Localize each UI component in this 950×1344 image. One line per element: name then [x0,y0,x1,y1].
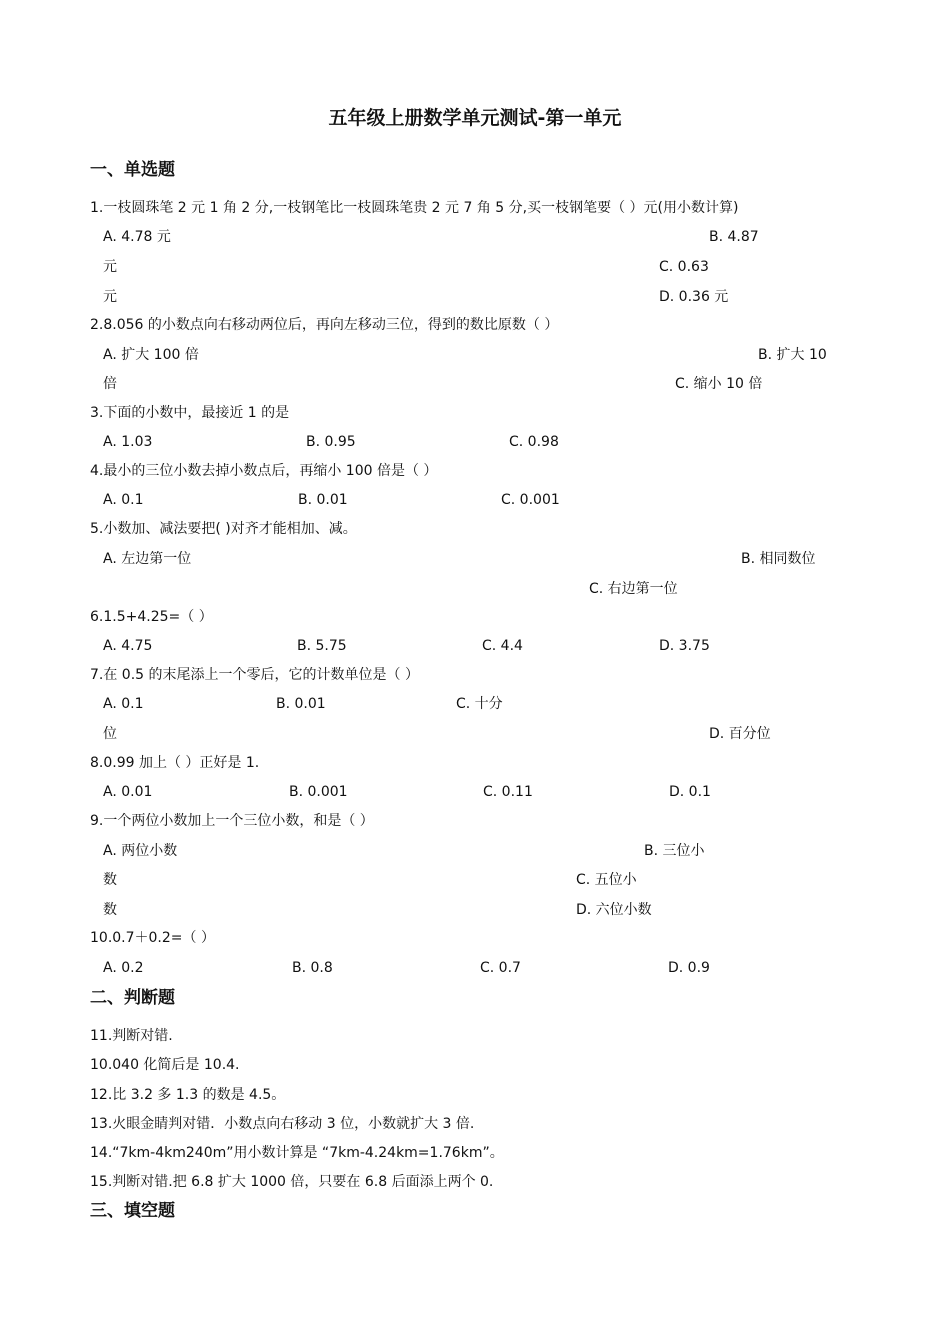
question-6-option-d: D. 3.75 [659,638,710,654]
question-10-option-a: A. 0.2 [103,960,144,976]
question-12: 12.比 3.2 多 1.3 的数是 4.5。 [90,1087,286,1103]
question-1-option-b-wrap: 元 [103,259,117,275]
question-7-option-c-wrap: 位 [103,726,117,742]
question-9-option-c: C. 五位小 [576,872,637,888]
question-8-option-d: D. 0.1 [669,784,711,800]
question-3-option-c: C. 0.98 [509,434,559,450]
question-9-option-b-wrap: 数 [103,872,117,888]
question-6-option-c: C. 4.4 [482,638,523,654]
question-9-stem: 9.一个两位小数加上一个三位小数，和是（ ） [90,813,374,829]
section-heading-single-choice: 一、单选题 [90,160,175,180]
question-4-option-b: B. 0.01 [298,492,348,508]
question-6-option-b: B. 5.75 [297,638,347,654]
question-2-option-c: C. 缩小 10 倍 [675,376,763,392]
question-1-option-c: C. 0.63 [659,259,709,275]
question-2-option-a: A. 扩大 100 倍 [103,347,199,363]
question-14: 14.“7km-4km240m”用小数计算是 “7km-4.24km=1.76km”。 [90,1145,504,1161]
question-3-option-b: B. 0.95 [306,434,356,450]
question-10-option-d: D. 0.9 [668,960,710,976]
question-7-stem: 7.在 0.5 的末尾添上一个零后，它的计数单位是（ ） [90,667,419,683]
question-4-stem: 4.最小的三位小数去掉小数点后，再缩小 100 倍是（ ） [90,463,438,479]
question-5-stem: 5.小数加、减法要把( )对齐才能相加、减。 [90,521,357,537]
question-8-option-b: B. 0.001 [289,784,348,800]
question-10-option-b: B. 0.8 [292,960,333,976]
question-3-option-a: A. 1.03 [103,434,153,450]
question-9-option-c-wrap: 数 [103,902,117,918]
question-6-option-a: A. 4.75 [103,638,153,654]
section-heading-fill-in: 三、填空题 [90,1201,175,1221]
question-1-stem: 1.一枝圆珠笔 2 元 1 角 2 分,一枝钢笔比一枝圆珠笔贵 2 元 7 角 5 分,买一枝钢笔要（ ）元(用小数计算) [90,200,739,216]
question-6-stem: 6.1.5+4.25=（ ） [90,609,213,625]
question-7-option-b: B. 0.01 [276,696,326,712]
question-9-option-d: D. 六位小数 [576,902,652,918]
question-1-option-c-wrap: 元 [103,289,117,305]
question-11-stem: 11.判断对错. [90,1028,173,1044]
question-5-option-a: A. 左边第一位 [103,551,192,567]
question-2-option-b-wrap: 倍 [103,376,117,392]
question-9-option-a: A. 两位小数 [103,843,178,859]
question-10-option-c: C. 0.7 [480,960,521,976]
question-10-stem: 10.0.7＋0.2=（ ） [90,930,215,946]
question-8-stem: 8.0.99 加上（ ）正好是 1. [90,755,260,771]
question-9-option-b: B. 三位小 [644,843,705,859]
page-title: 五年级上册数学单元测试-第一单元 [328,107,622,129]
question-11-statement: 10.040 化简后是 10.4. [90,1057,240,1073]
question-4-option-c: C. 0.001 [501,492,560,508]
question-2-option-b: B. 扩大 10 [758,347,827,363]
section-heading-true-false: 二、判断题 [90,988,175,1008]
question-2-stem: 2.8.056 的小数点向右移动两位后，再向左移动三位，得到的数比原数（ ） [90,317,559,333]
question-15: 15.判断对错.把 6.8 扩大 1000 倍，只要在 6.8 后面添上两个 0. [90,1174,494,1190]
question-13: 13.火眼金睛判对错．小数点向右移动 3 位，小数就扩大 3 倍. [90,1116,475,1132]
question-3-stem: 3.下面的小数中，最接近 1 的是 [90,405,290,421]
question-4-option-a: A. 0.1 [103,492,144,508]
question-7-option-d: D. 百分位 [709,726,771,742]
question-8-option-c: C. 0.11 [483,784,533,800]
question-8-option-a: A. 0.01 [103,784,153,800]
question-5-option-b: B. 相同数位 [741,551,816,567]
question-1-option-a: A. 4.78 元 [103,229,171,245]
question-1-option-d: D. 0.36 元 [659,289,729,305]
question-7-option-a: A. 0.1 [103,696,144,712]
question-5-option-c: C. 右边第一位 [589,581,678,597]
question-1-option-b: B. 4.87 [709,229,759,245]
question-7-option-c: C. 十分 [456,696,503,712]
